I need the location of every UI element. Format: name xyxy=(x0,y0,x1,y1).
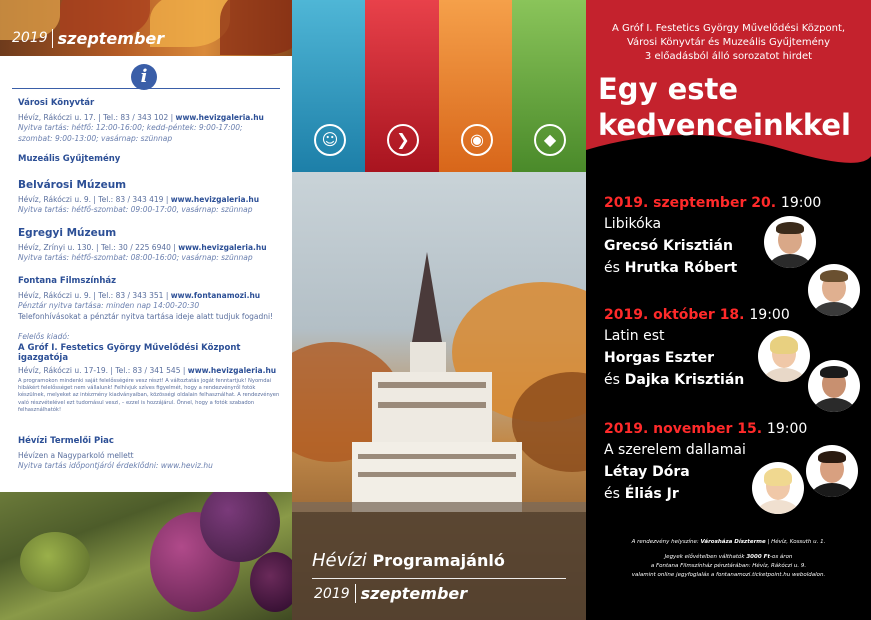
category-strip-art xyxy=(512,0,586,172)
middle-year: 2019 xyxy=(314,585,350,602)
event-and: és xyxy=(604,486,620,502)
event-name: Latin est xyxy=(604,328,665,344)
publisher-label: Felelős kiadó: xyxy=(18,332,70,341)
termeloi-piac-block xyxy=(18,436,280,472)
phone: Tel.: 30 / 225 6940 xyxy=(100,242,171,252)
block-title: Fontana Filmszínház xyxy=(18,276,117,286)
performer-photo xyxy=(758,330,810,382)
event-performer: Dajka Krisztián xyxy=(624,372,745,388)
ticket-office: a Fontana Filmszínház pénztárában: Hévíz, Rákóczi u. 9. xyxy=(650,563,807,569)
performer-photo xyxy=(764,216,816,268)
address: Hévíz, Rákóczi u. 17-19. xyxy=(18,365,109,375)
address: Hévíz, Zrínyi u. 130. xyxy=(18,242,94,252)
phone-note: Telefonhívásokat a pénztár nyitva tartása ideje alatt tudjuk fogadni! xyxy=(18,311,274,321)
programajanlo-brand xyxy=(312,550,505,571)
ticket-label: Jegyek elővételben válthatók xyxy=(664,554,745,560)
event-performer: Grecsó Krisztián xyxy=(604,238,733,254)
event-performer: Éliás Jr xyxy=(624,486,679,502)
left-year: 2019 xyxy=(12,30,48,46)
website-link[interactable]: www.hevizgaleria.hu xyxy=(178,242,267,252)
opening-hours: szombat: 9:00-13:00; vasárnap: szünnap xyxy=(18,133,173,143)
venue-address: | Hévíz, Kossuth u. 1. xyxy=(767,539,826,545)
disclaimer-text: A programokon mindenki saját felelősségére vesz részt! A változtatás jogát fenntartjuk! Nyomdai hibákért felelősséget nem vállalunk! Felhívjuk szíves figyelmét, hogy a rendezvényről fotók készülnek, melyeket az intézmény kiadványaiban, közösségi oldalain felhasználhat. A rendezvényen való részvételével ezt tudomásul veszi, – ezzel is hozzájárul. Önnel, hogy a fotók szabadon felhasználhatók! xyxy=(18,378,280,413)
series-title-line1: Egy este xyxy=(598,72,739,106)
venue-label: A rendezvény helyszíne: xyxy=(631,539,699,545)
phone: Tel.: 83 / 341 545 xyxy=(115,365,181,375)
block-title: Muzeális Gyűjtemény xyxy=(18,154,121,164)
website-link[interactable]: www.hevizgaleria.hu xyxy=(170,194,260,204)
event-date: 2019. szeptember 20. xyxy=(604,195,777,211)
website-link[interactable]: www.hevizgaleria.hu xyxy=(175,112,264,122)
middle-date-label xyxy=(314,584,467,603)
event-date: 2019. október 18. xyxy=(604,307,745,323)
performer-photo xyxy=(752,462,804,514)
brand-bold: Programajánló xyxy=(372,551,505,570)
address: Hévíz, Rákóczi u. 9. xyxy=(18,290,91,300)
muzealis-gyujtemeny-heading xyxy=(18,154,280,169)
belvarosi-muzeum-block: Belvárosi Múzeum Hévíz, Rákóczi u. 9. | Tel.: 83 / 343 419 | www.hevizgaleria.hu Nyitva tartás: hétfő-szombat: 09:00-17:00, vasárnap: szünnap xyxy=(18,180,280,216)
egregyi-muzeum-block: Egregyi Múzeum Hévíz, Zrínyi u. 130. | Tel.: 30 / 225 6940 | www.hevizgaleria.hu Nyitva tartás: hétfő-szombat: 08:00-16:00; vasárnap: szünnap xyxy=(18,228,280,264)
divider xyxy=(312,578,566,579)
opening-hours: Nyitva tartás: hétfő-szombat: 09:00-17:00, vasárnap: szünnap xyxy=(18,205,253,214)
venue-name: Városháza Díszterme xyxy=(700,539,766,545)
intro-line: 3 előadásból álló sorozatot hirdet xyxy=(644,51,813,62)
website-link[interactable]: www.hevizgaleria.hu xyxy=(187,365,277,375)
event-performer: Hrutka Róbert xyxy=(624,260,738,276)
divider xyxy=(12,88,280,89)
left-month: szeptember xyxy=(52,29,165,48)
ticket-price: 3000 Ft xyxy=(746,554,770,560)
left-panel xyxy=(0,0,292,620)
performer-photo xyxy=(808,264,860,316)
phone: Tel.: 83 / 343 351 xyxy=(98,290,164,300)
opening-hours: Pénztár nyitva tartása: minden nap 14:00-20:30 xyxy=(18,301,200,310)
location: Hévízen a Nagyparkoló mellett xyxy=(18,450,134,460)
brand-light: Hévízi xyxy=(312,550,367,571)
address: Hévíz, Rákóczi u. 17. xyxy=(18,112,96,122)
performer-photo xyxy=(808,360,860,412)
category-strip-film xyxy=(439,0,512,172)
website-link[interactable]: www.fontanamozi.hu xyxy=(170,290,261,300)
theater-masks-icon: ☺ xyxy=(314,124,346,156)
film-reel-icon: ◉ xyxy=(461,124,493,156)
intro-text xyxy=(586,22,871,64)
grapes-photo xyxy=(0,492,292,620)
info-icon: i xyxy=(131,64,157,90)
opening-hours: Nyitva tartás időpontjáról érdeklődni: www.heviz.hu xyxy=(18,461,213,470)
phone: Tel.: 83 / 343 419 xyxy=(98,194,164,204)
event-performer: Horgas Eszter xyxy=(604,350,715,366)
online-booking[interactable]: valamint online jegyfoglalás a fontanamozi.ticketpoint.hu weboldalon. xyxy=(631,572,826,578)
diamond-icon: ◆ xyxy=(534,124,566,156)
publisher-block: Felelős kiadó: A Gróf I. Festetics György Művelődési Központ igazgatója Hévíz, Rákóczi u. 17-19. | Tel.: 83 / 341 545 | www.hevizgaleria.hu xyxy=(18,332,280,376)
event-time: 19:00 xyxy=(780,195,822,211)
ticket-suffix: -os áron xyxy=(769,554,793,560)
event-performer: Létay Dóra xyxy=(604,464,690,480)
intro-line: A Gróf I. Festetics György Művelődési Központ, xyxy=(611,23,846,34)
middle-month: szeptember xyxy=(355,584,468,603)
phone: Tel.: 83 / 343 102 xyxy=(103,112,169,122)
block-title: Egregyi Múzeum xyxy=(18,227,117,239)
performer-photo xyxy=(806,445,858,497)
opening-hours: Nyitva tartás: hétfő: 12:00-16:00; kedd-péntek: 9:00-17:00; xyxy=(18,123,243,132)
publisher-org: A Gróf I. Festetics György Művelődési Központ igazgatója xyxy=(18,342,241,363)
event-name: Libikóka xyxy=(604,216,662,232)
event-time: 19:00 xyxy=(749,307,790,323)
heart-chevron-icon: ❯ xyxy=(387,124,419,156)
event-and: és xyxy=(604,260,620,276)
block-title: Hévízi Termelői Piac xyxy=(18,436,114,446)
right-panel xyxy=(586,0,871,620)
opening-hours: Nyitva tartás: hétfő-szombat: 08:00-16:00; vasárnap: szünnap xyxy=(18,253,253,262)
block-title: Belvárosi Múzeum xyxy=(18,179,127,191)
category-strip-theater xyxy=(292,0,365,172)
varosi-konyvtar-block: Városi Könyvtár Hévíz, Rákóczi u. 17. | Tel.: 83 / 343 102 | www.hevizgaleria.hu Nyitva tartás: hétfő: 12:00-16:00; kedd-péntek: 9:00-17:00; szombat: 9:00-13:00; vasárnap: szünnap xyxy=(18,98,280,144)
address: Hévíz, Rákóczi u. 9. xyxy=(18,194,91,204)
series-title-line2: kedvenceinkkel xyxy=(598,108,851,142)
block-title: Városi Könyvtár xyxy=(18,98,95,108)
event-and: és xyxy=(604,372,620,388)
category-strip-music xyxy=(365,0,439,172)
left-date-label xyxy=(12,26,164,50)
event-date: 2019. november 15. xyxy=(604,421,763,437)
fontana-filmszinhaz-block: Fontana Filmszínház Hévíz, Rákóczi u. 9. | Tel.: 83 / 343 351 | www.fontanamozi.hu Pénztár nyitva tartása: minden nap 14:00-20:30 Telefonhívásokat a pénztár nyitva tartása ideje alatt tudjuk fogadni! xyxy=(18,276,280,322)
event-time: 19:00 xyxy=(766,421,808,437)
venue-ticket-info xyxy=(586,538,871,580)
event-name: A szerelem dallamai xyxy=(604,442,746,458)
middle-panel xyxy=(292,0,586,620)
intro-line: Városi Könyvtár és Muzeális Gyűjtemény xyxy=(626,37,831,48)
